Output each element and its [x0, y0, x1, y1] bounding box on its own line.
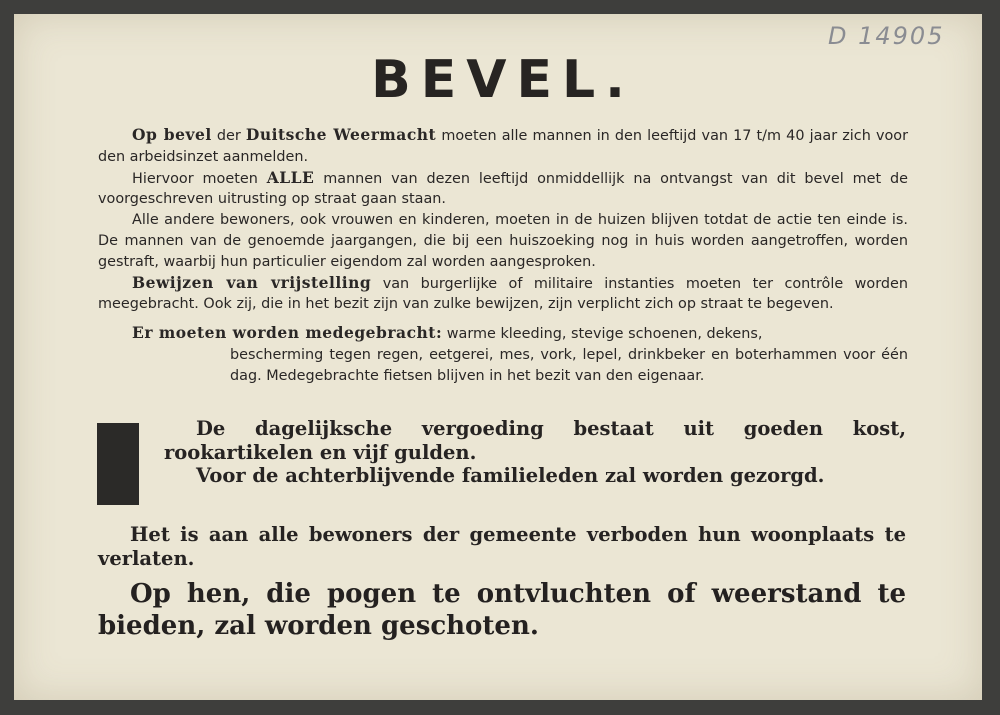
compensation-text: De dagelijksche vergoeding bestaat uit goeden kost, rookartikelen en vijf gulden. — [164, 417, 906, 464]
bold-phrase: Bewijzen van vrijstelling — [132, 272, 372, 292]
bold-phrase: Er moeten worden medegebracht: — [132, 323, 443, 343]
text-run: mannen van dezen leeftijd onmiddellijk na ontvangst van dit bevel met de voorgeschreven uitrusting op straat gaan staan. — [98, 170, 908, 208]
paragraph-2 — [98, 168, 908, 211]
bold-phrase: Duitsche Weermacht — [245, 125, 437, 144]
bold-phrase: Op bevel — [132, 125, 212, 144]
text-run: warme kleeding, stevige schoenen, dekens, — [442, 326, 763, 343]
forbid-text: Het is aan alle bewoners der gemeente verboden hun woonplaats te verlaten. — [98, 523, 906, 570]
poster-title: BEVEL. — [371, 50, 635, 110]
text-run: van burgerlijke of militaire instanties moeten ter contrôle worden meegebracht. Ook zij, die in het bezit zijn van zulke bewijzen, zijn verplicht zich op straat te begeven. — [98, 275, 908, 313]
paragraph-5 — [98, 323, 908, 345]
final-warning: Op hen, die pogen te ontvluchten of weerstand te bieden, zal worden geschoten. — [98, 579, 906, 641]
paragraph-5-list: bescherming tegen regen, eetgerei, mes, vork, lepel, drinkbeker en boterhammen voor één dag. Medegebrachte fietsen blijven in het bezit van den eigenaar. — [230, 346, 908, 384]
text-run: Hiervoor moeten — [132, 170, 267, 187]
body-text — [98, 125, 908, 387]
paragraph-1 — [98, 125, 908, 168]
archive-number: D 14905 — [828, 22, 945, 50]
bold-phrase: ALLE — [266, 167, 315, 187]
text-run: moeten alle mannen in den leeftijd van 17 t/m 40 jaar zich voor den arbeidsinzet aanmelden. — [98, 128, 908, 165]
paragraph-3: Alle andere bewoners, ook vrouwen en kinderen, moeten in de huizen blijven totdat de actie ten einde is. De mannen van de genoemde jaargangen, die bij een huiszoeking nog in huis worden aangetroffen, worden gestraft, waarbij hun particulier eigendom zal worden aangesproken. — [98, 212, 908, 270]
compensation-block — [164, 417, 906, 488]
paragraph-4 — [98, 273, 908, 316]
black-bar — [97, 423, 139, 505]
text-run: der — [211, 128, 246, 144]
family-text: Voor de achterblijvende familieleden zal worden gezorgd. — [196, 464, 825, 487]
